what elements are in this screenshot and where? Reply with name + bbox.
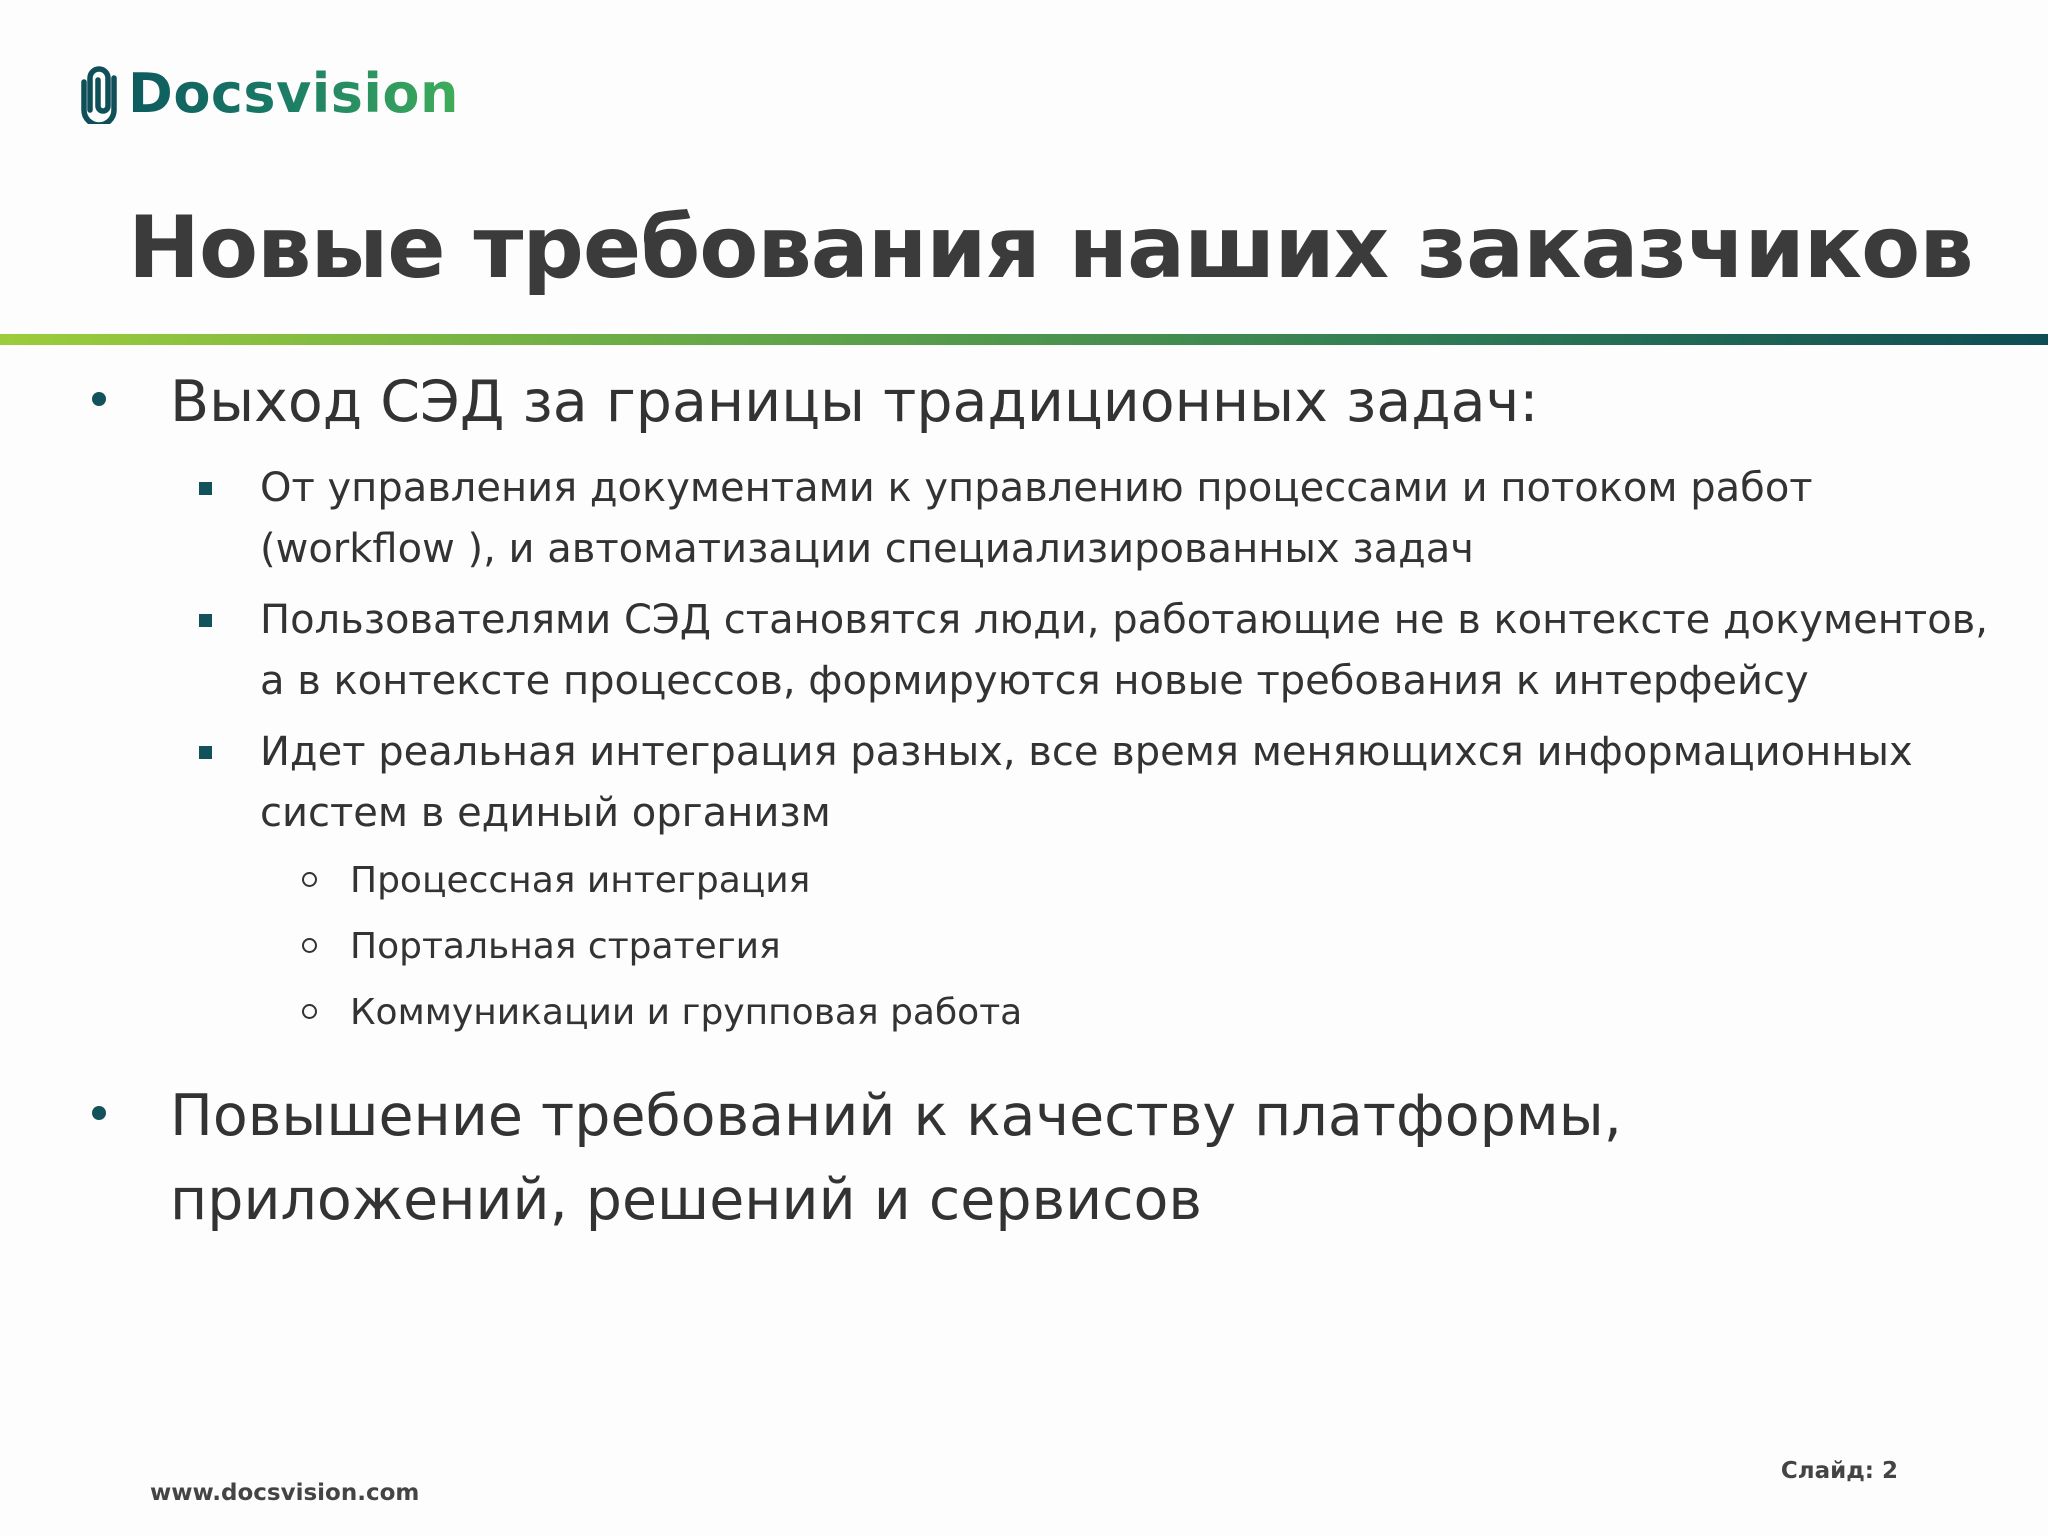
sub-sub-bullet-text: Коммуникации и групповая работа [350,992,1023,1033]
slide-content [0,360,2048,1242]
circle-bullet-icon [302,938,317,953]
bullet-text: Повышение требований к качеству платформы, приложений, решений и сервисов [170,1083,1622,1233]
bullet-item [0,1074,2048,1242]
sub-bullet-text: Пользователями СЭД становятся люди, работающие не в контексте документов, а в контексте процессов, формируются новые требования к интерфейсу [260,597,1988,704]
sub-sub-bullet-item [0,980,2048,1046]
bullet-text: Выход СЭД за границы традиционных задач: [170,369,1539,435]
bullet-dot-icon [92,392,106,406]
sub-sub-bullet-item [0,914,2048,980]
bullet-dot-icon [92,1106,106,1120]
logo-text: Docsvision [128,61,459,125]
page-title: Новые требования наших заказчиков [128,198,1973,298]
sub-sub-bullet-text: Портальная стратегия [350,926,781,967]
slide-number: Слайд: 2 [1780,1458,1898,1484]
bullet-item [0,360,2048,444]
sub-bullet-item [0,722,2048,844]
square-bullet-icon [199,746,212,759]
footer-url: www.docsvision.com [150,1480,420,1506]
sub-bullet-item [0,590,2048,712]
square-bullet-icon [199,614,212,627]
sub-bullet-item [0,458,2048,580]
sub-bullet-text: Идет реальная интеграция разных, все время меняющихся информационных систем в единый организм [260,729,1913,836]
sub-bullet-text: От управления документами к управлению процессами и потоком работ (workflow ), и автоматизации специализированных задач [260,465,1813,572]
sub-sub-bullet-item [0,848,2048,914]
title-divider [0,334,2048,345]
circle-bullet-icon [302,1004,317,1019]
logo [80,58,459,128]
sub-sub-bullet-text: Процессная интеграция [350,860,811,901]
circle-bullet-icon [302,872,317,887]
square-bullet-icon [199,482,212,495]
paperclip-icon [80,62,118,124]
